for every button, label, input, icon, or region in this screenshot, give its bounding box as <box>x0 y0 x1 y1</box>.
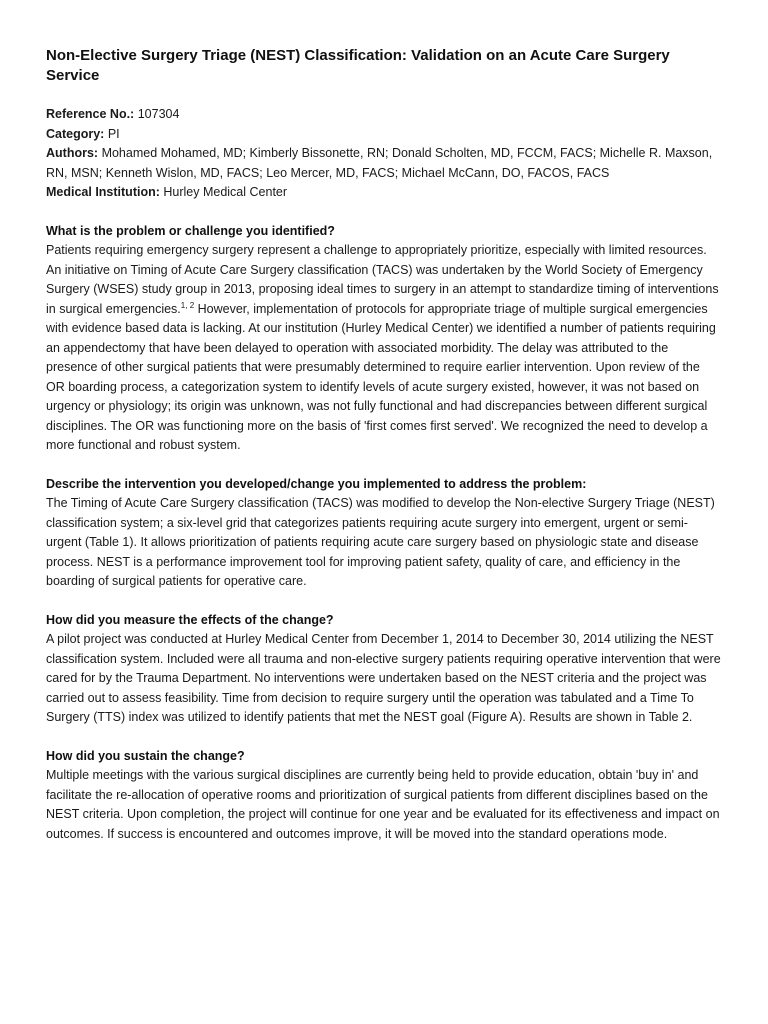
authors-label: Authors: <box>46 146 99 160</box>
intervention-question: Describe the intervention you developed/change you implemented to address the problem: <box>46 476 587 491</box>
problem-answer-part1: Patients requiring emergency surgery represent a challenge to appropriately prioritize, especially with limited resources. An initiative on Timing of Acute Care Surgery classification (TACS) was undertaken by the World Society of Emergency Surgery (WSES) study group in 2013, proposing ideal times to surgery in an attempt to standardize timing of interventions in surgical emergencies. <box>46 243 719 316</box>
authors-row <box>46 144 722 183</box>
sustain-answer: Multiple meetings with the various surgical disciplines are currently being held to provide education, obtain 'buy in' and facilitate the re-allocation of operative rooms and prioritization of surgical patients from different disciplines based on the NEST criteria. Upon completion, the project will continue for one year and be evaluated for its effectiveness and impact on outcomes. If success is encountered and outcomes improve, it will be moved into the standard operations mode. <box>46 768 720 841</box>
reference-label: Reference No.: <box>46 107 135 121</box>
section-measure <box>46 611 722 728</box>
sustain-question: How did you sustain the change? <box>46 748 245 763</box>
reference-row <box>46 105 722 125</box>
section-intervention <box>46 475 722 592</box>
document-title: Non-Elective Surgery Triage (NEST) Classification: Validation on an Acute Care Surgery Service <box>46 47 670 84</box>
institution-value: Hurley Medical Center <box>163 185 288 199</box>
category-label: Category: <box>46 126 105 141</box>
problem-answer-part2: However, implementation of protocols for appropriate triage of multiple surgical emergencies with evidence based data is lacking. At our institution (Hurley Medical Center) we identified a number of patients requiring an appendectomy that have been delayed to operation with associated morbidity. The delay was attributed to the presence of other surgical patients that were presumably determined to require earlier intervention. Upon review of the OR boarding process, a categorization system to identify levels of acute surgery existed, however, it was not based on urgency or physiology; its origin was unknown, was not fully functional and had discrepancies between different surgical disciplines. The OR was functioning more on the basis of 'first comes first served'. We recognized the need to develop a more functional and robust system. <box>46 301 716 452</box>
measure-answer: A pilot project was conducted at Hurley Medical Center from December 1, 2014 to December 30, 2014 utilizing the NEST classification system. Included were all trauma and non-elective surgery patients requiring operative intervention that were cared for by the Trauma Department. No interventions were undertaken based on the NEST criteria and the project was carried out to assess feasibility. Time from decision to require surgery until the operation was tabulated and a Time To Surgery (TTS) index was utilized to identify patients that met the NEST goal (Figure A). Results are shown in Table 2. <box>46 632 721 724</box>
citation-superscript: 1, 2 <box>180 300 195 310</box>
institution-row <box>46 183 722 203</box>
section-sustain <box>46 747 722 845</box>
problem-answer <box>46 241 722 456</box>
authors-value: Mohamed Mohamed, MD; Kimberly Bissonette, RN; Donald Scholten, MD, FCCM, FACS; Michelle R. Maxson, RN, MSN; Kenneth Wislon, MD, FACS; Leo Mercer, MD, FACS; Michael McCann, DO, FACOS, FACS <box>46 146 713 180</box>
problem-question: What is the problem or challenge you identified? <box>46 223 335 238</box>
category-value: PI <box>107 126 120 141</box>
reference-value: 107304 <box>137 107 180 121</box>
section-problem <box>46 222 722 456</box>
metadata-block <box>46 105 722 203</box>
measure-question: How did you measure the effects of the change? <box>46 612 334 627</box>
intervention-answer: The Timing of Acute Care Surgery classification (TACS) was modified to develop the Non-elective Surgery Triage (NEST) classification system; a six-level grid that categorizes patients requiring acute surgery into emergent, urgent or semi-urgent (Table 1). It allows prioritization of patients requiring acute care surgery based on physiologic state and disease process. NEST is a performance improvement tool for improving patient safety, quality of care, and efficiency in the boarding of surgical patients for operative care. <box>46 496 715 588</box>
institution-label: Medical Institution: <box>46 185 160 199</box>
category-row <box>46 125 722 145</box>
